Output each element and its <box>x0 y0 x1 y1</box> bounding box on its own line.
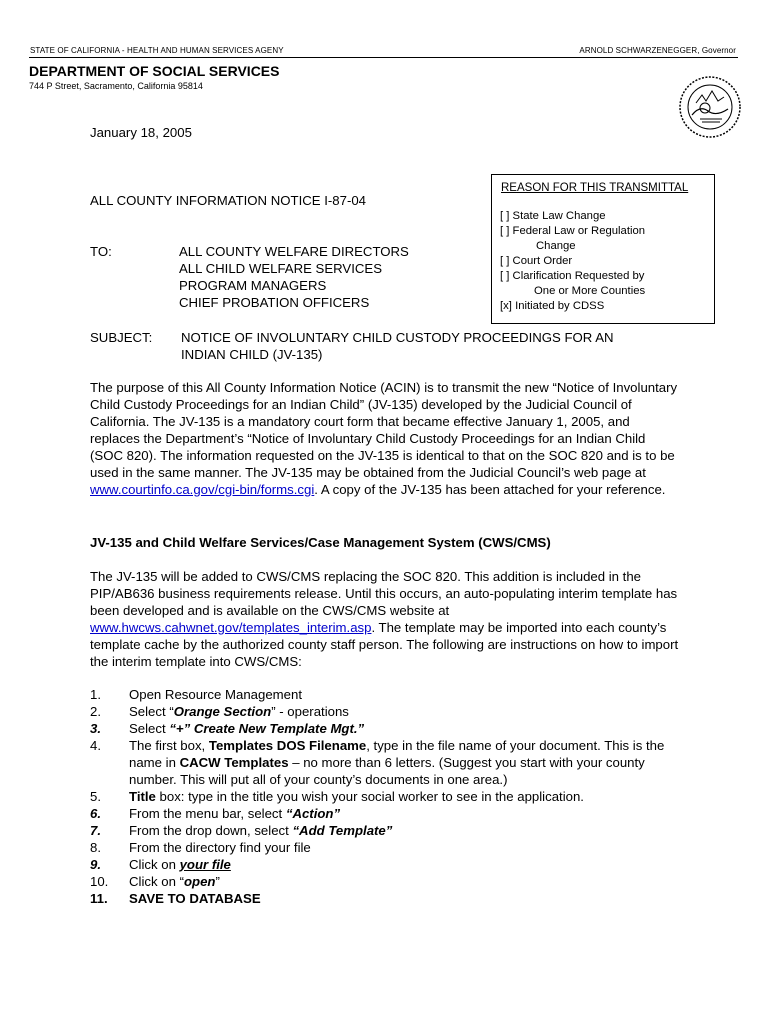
list-item: 9. Click on your file <box>90 857 231 872</box>
governor-name: ARNOLD SCHWARZENEGGER, Governor <box>579 46 736 55</box>
header-rule <box>29 57 738 58</box>
subject-line: NOTICE OF INVOLUNTARY CHILD CUSTODY PROCEEDINGS FOR AN <box>181 330 614 345</box>
transmittal-item: Change <box>536 240 576 252</box>
transmittal-item: [ ] Clarification Requested by <box>500 270 645 282</box>
recipient-line: ALL CHILD WELFARE SERVICES <box>179 261 383 276</box>
transmittal-item: One or More Counties <box>534 285 646 297</box>
agency-name: STATE OF CALIFORNIA - HEALTH AND HUMAN SERVICES AGENY <box>30 46 284 55</box>
purpose-paragraph <box>90 379 682 498</box>
list-item: 7. From the drop down, select “Add Template” <box>90 823 393 838</box>
list-item: 5. Title box: type in the title you wish your social worker to see in the application. <box>90 789 584 804</box>
notice-id: ALL COUNTY INFORMATION NOTICE I-87-04 <box>90 193 367 208</box>
transmittal-item: [ ] Federal Law or Regulation <box>500 225 646 237</box>
purpose-text-end: . A copy of the JV-135 has been attached for your reference. <box>314 482 666 497</box>
cws-paragraph <box>90 568 680 670</box>
department-title: DEPARTMENT OF SOCIAL SERVICES <box>29 63 280 79</box>
cws-text-end: . The template may be imported into each county’s template cache by the authorized county staff person. The following are instructions on how to import the interim template into CWS/CMS: <box>90 620 679 669</box>
transmittal-item: [x] Initiated by CDSS <box>500 300 605 312</box>
recipient-line: ALL COUNTY WELFARE DIRECTORS <box>179 244 409 259</box>
list-item: 10. Click on “open” <box>90 874 220 889</box>
cws-text: The JV-135 will be added to CWS/CMS replacing the SOC 820. This addition is included in the PIP/AB636 business requirements release. Until this occurs, an auto-populating interim template has been developed and is available on the CWS/CMS website at <box>90 569 678 618</box>
hwcws-link[interactable]: www.hwcws.cahwnet.gov/templates_interim.asp <box>90 620 372 635</box>
instruction-list <box>90 686 690 907</box>
department-address: 744 P Street, Sacramento, California 95814 <box>29 81 203 91</box>
list-item: 6. From the menu bar, select “Action” <box>90 806 341 821</box>
recipient-line: CHIEF PROBATION OFFICERS <box>179 295 370 310</box>
to-recipients <box>179 243 409 311</box>
purpose-text: The purpose of this All County Information Notice (ACIN) is to transmit the new “Notice of Involuntary Child Custody Proceedings for an Indian Child” (JV-135) developed by the Judicial Council of California. The JV-135 is a mandatory court form that became effective January 1, 2005, and replaces the Department’s “Notice of Involuntary Child Custody Proceedings for an Indian Child (SOC 820). The information requested on the JV-135 is identical to that on the SOC 820 and is to be used in the same manner. The JV-135 may be obtained from the Judicial Council’s web page at <box>90 380 678 480</box>
list-item: 4. The first box, Templates DOS Filename, type in the file name of your document. This is the name in CACW Templates – no more than 6 letters. (Suggest you start with your county number. This will put all of your county’s documents in one area.) <box>90 738 665 787</box>
list-item: 3. Select “+” Create New Template Mgt.” <box>90 721 365 736</box>
state-seal-icon <box>678 75 742 139</box>
list-item: 2. Select “Orange Section” - operations <box>90 704 349 719</box>
transmittal-item: [ ] Court Order <box>500 255 573 267</box>
recipient-line: PROGRAM MANAGERS <box>179 278 327 293</box>
list-item: 1. Open Resource Management <box>90 687 303 702</box>
list-item: 11. SAVE TO DATABASE <box>90 891 261 906</box>
transmittal-items <box>500 209 645 314</box>
courtinfo-link[interactable]: www.courtinfo.ca.gov/cgi-bin/forms.cgi <box>90 482 315 497</box>
list-item: 8. From the directory find your file <box>90 840 311 855</box>
subject-line: INDIAN CHILD (JV-135) <box>181 347 323 362</box>
transmittal-box <box>491 174 715 324</box>
to-label: TO: <box>90 244 112 259</box>
transmittal-title: REASON FOR THIS TRANSMITTAL <box>501 182 689 194</box>
transmittal-item: [ ] State Law Change <box>500 210 606 222</box>
letter-date: January 18, 2005 <box>90 125 192 140</box>
section-heading: JV-135 and Child Welfare Services/Case Management System (CWS/CMS) <box>90 535 551 550</box>
subject-label: SUBJECT: <box>90 330 153 345</box>
subject-text <box>181 329 614 363</box>
